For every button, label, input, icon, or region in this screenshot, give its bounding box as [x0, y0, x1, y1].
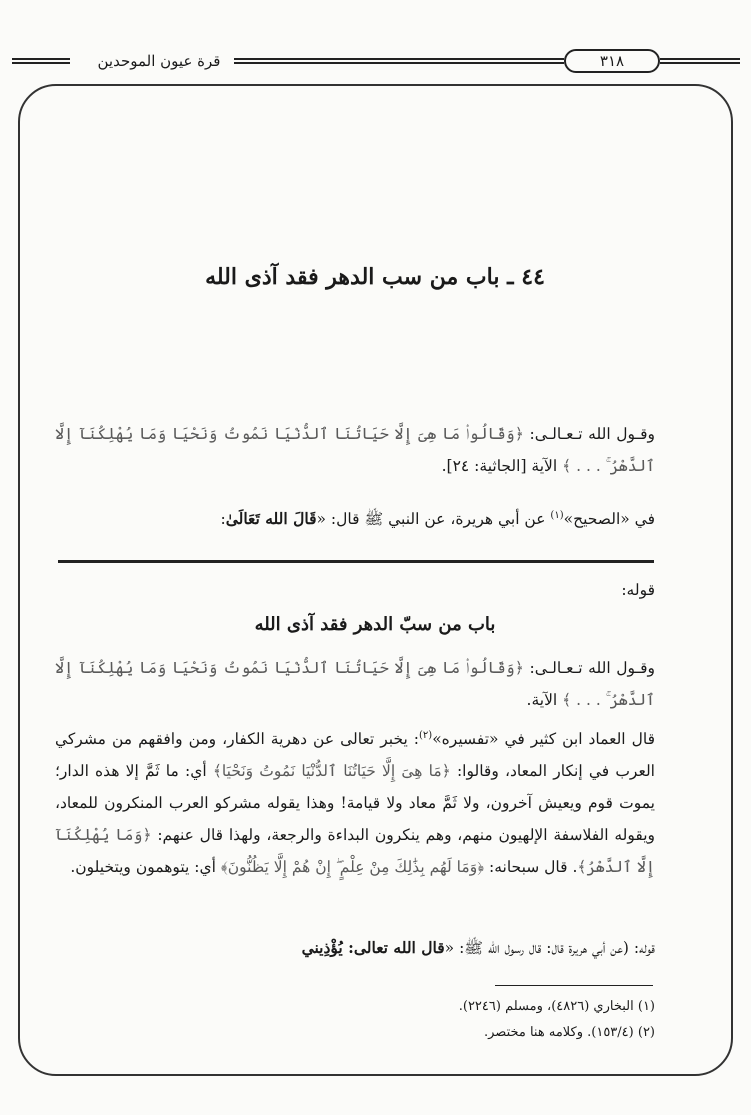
footnote-2: (٢) (١٥٣/٤). وكلامه هنا مختصر.: [483, 1025, 655, 1040]
matn-verse-paragraph: [55, 418, 655, 482]
matn-verse-ayah: ﴿وَقَالُوا۟ مَا هِىَ إِلَّا حَيَاتُنَا ٱلدُّنْيَا نَمُوتُ وَنَحْيَا وَمَا يُهْلِكُنَآ إِلَّا ٱلدَّهْرُ ۚ . . . ﴾: [55, 425, 655, 475]
tafsir-ayah-2: ﴿وَمَا يُهْلِكُنَآ إِلَّا ٱلدَّهْرُ﴾: [55, 826, 655, 876]
tafsir-text-d: أي: يتوهمون ويتخيلون.: [70, 858, 221, 876]
commentary-verse-paragraph: [55, 652, 655, 716]
matn-verse-intro: وقـول الله تـعـالـى:: [523, 425, 655, 443]
matn-hadith-bold: قَالَ الله تَعَالَىٰ: [225, 509, 317, 528]
tafsir-ayah-1: ﴿مَا هِىَ إِلَّا حَيَاتُنَا ٱلدُّنْيَا نَمُوتُ وَنَحْيَا﴾: [212, 762, 451, 780]
tafsir-text-c: . قال سبحانه:: [484, 858, 578, 876]
header-rule-middle: [234, 58, 564, 64]
chapter-title: ٤٤ ـ باب من سب الدهر فقد آذى الله: [205, 264, 545, 290]
header-rule-right: [660, 58, 740, 64]
footnote-1: (١) البخاري (٤٨٢٦)، ومسلم (٢٢٤٦).: [458, 999, 655, 1014]
footnote-rule: [495, 985, 653, 986]
footnote-marker-1: (١): [550, 509, 564, 521]
commentary-verse-ayah: ﴿وَقَالُوا۟ مَا هِىَ إِلَّا حَيَاتُنَا ٱلدُّنْيَا نَمُوتُ وَنَحْيَا وَمَا يُهْلِكُنَآ إِلَّا ٱلدَّهْرُ ۚ . . . ﴾: [55, 659, 655, 709]
tafsir-text-a: : يخبر تعالى عن دهرية الكفار، ومن وافقهم من مشركي العرب في إنكار المعاد، وقالوا:: [55, 730, 655, 780]
page-header: [12, 44, 740, 78]
commentary-heading: باب من سبّ الدهر فقد آذى الله: [254, 614, 496, 635]
commentary-verse-end: الآية.: [526, 691, 563, 709]
tafsir-ayah-3: ﴿وَمَا لَهُم بِذَٰلِكَ مِنْ عِلْمٍ ۖ إِنْ هُمْ إِلَّا يَظُنُّونَ﴾: [220, 858, 485, 876]
matn-hadith-start: في «الصحيح»: [563, 510, 655, 528]
tafsir-start: قال العماد ابن كثير في «تفسيره»: [432, 730, 655, 748]
section-divider: [58, 560, 654, 563]
commentary-hadith-start: قوله: (عن أبي هريرة قال: قال رسول الله ﷺ: «: [444, 939, 655, 957]
tafsir-text-b: أي: ما ثَمَّ إلا هذه الدار؛ يموت قوم ويعيش آخرون، ولا ثَمَّ معاد ولا قيامة! وهذا يقوله مشركو العرب المنكرون للمعاد، ويقوله الفلاسفة الإلهيون منهم، وهم ينكرون البداءة والرجعة، ولهذا قال عنهم:: [55, 762, 655, 844]
running-title: قرة عيون الموحدين: [97, 52, 221, 70]
header-rule-left: [12, 58, 70, 64]
matn-verse-ref: الآية [الجاثية: ٢٤].: [441, 457, 563, 475]
matn-hadith-mid: عن أبي هريرة، عن النبي ﷺ قال: «: [316, 510, 551, 528]
footnote-marker-2: (٢): [419, 729, 433, 741]
commentary-verse-intro: وقـول الله تـعـالـى:: [523, 659, 655, 677]
commentary-hadith-bold: قال الله تعالى: يُؤْذِيني: [301, 938, 445, 957]
commentary-label: قوله:: [621, 581, 655, 599]
commentary-hadith-paragraph: [55, 932, 655, 964]
matn-hadith-paragraph: [55, 503, 655, 535]
matn-hadith-end: :: [220, 510, 226, 528]
commentary-tafsir-paragraph: [55, 723, 655, 883]
page-number: ٣١٨: [564, 49, 660, 73]
